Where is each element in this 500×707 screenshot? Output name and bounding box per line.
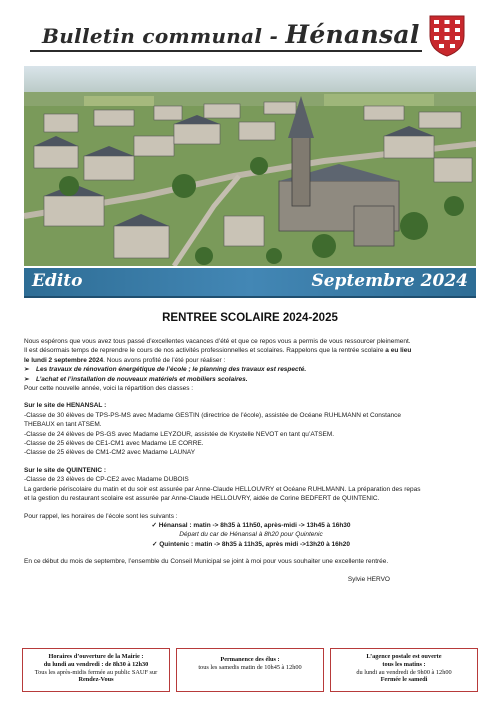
site-henansal-line: -Classe de 25 élèves de CM1-CM2 avec Madame LAUNAY <box>24 449 196 457</box>
bulletin-title-prefix: Bulletin communal - <box>42 24 286 48</box>
site-henansal-line: -Classe de 25 élèves de CE1-CM1 avec Madame LE CORRE. <box>24 440 204 448</box>
mairie-hours-heading: Horaires d’ouverture de la Mairie : <box>48 653 144 660</box>
intro-line-1: Nous espérons que vous avez tous passé d’excellentes vacances d’été et que ce repos vous a permis de vous ressourcer pleinement. <box>24 338 411 345</box>
coat-of-arms-icon <box>428 14 466 58</box>
mairie-hours-appointment: Rendez-Vous <box>78 676 114 684</box>
mairie-hours-afternoons: Tous les après-midis fermée au public SAUF sur <box>34 668 158 676</box>
site-henansal-line: THEBAUX en tant ATSEM. <box>24 421 102 429</box>
intro-line-3 <box>24 356 478 365</box>
schedule-henansal: ✓ Hénansal : matin -> 8h35 à 11h50, après-midi -> 13h45 à 16h30 <box>151 521 351 529</box>
schedule-intro: Pour rappel, les horaires de l’école sont les suivants : <box>24 512 178 520</box>
site-henansal-title: Sur le site de HENANSAL : <box>24 402 107 410</box>
footer-info <box>22 648 478 692</box>
post-office-mornings: tous les matins : <box>382 660 426 668</box>
intro-line-2-bold: a eu lieu <box>385 347 412 355</box>
post-office-hours: du lundi au vendredi de 9h00 à 12h00 <box>356 668 452 676</box>
elected-officials-box <box>176 648 324 692</box>
article-body <box>24 337 478 584</box>
bulletin-title <box>42 20 420 49</box>
page-header <box>30 12 470 58</box>
elected-officials-heading: Permanence des élus : <box>220 656 280 663</box>
site-quintenic-line: -Classe de 23 élèves de CP-CE2 avec Madame DUBOIS <box>24 476 189 484</box>
header-rule <box>30 50 422 52</box>
site-henansal-line: -Classe de 24 élèves de PS-GS avec Madame LEYZOUR, assistée de Krystelle NEVOT en tant qu’ATSEM. <box>24 430 335 438</box>
aerial-village-photo <box>24 66 476 266</box>
works-bullet-1: ➢ Les travaux de rénovation énergétique de l’école ; le planning des travaux est respecté. <box>24 365 478 374</box>
bulletin-title-town: Hénansal <box>285 20 420 49</box>
mairie-hours-weekdays: du lundi au vendredi : de 8h30 à 12h30 <box>43 660 149 668</box>
site-quintenic-title: Sur le site de QUINTENIC : <box>24 466 106 474</box>
intro-line-2 <box>24 346 478 355</box>
intro-date: le lundi 2 septembre 2024 <box>24 356 104 364</box>
edito-banner <box>24 268 476 298</box>
classes-intro: Pour cette nouvelle année, voici la répartition des classes : <box>24 385 194 393</box>
banner-edito-label: Edito <box>32 271 83 291</box>
banner-date-label: Septembre 2024 <box>311 271 468 291</box>
site-quintenic-line: et la gestion du restaurant scolaire est assurée par Anne-Claude HELLOUVRY, aidée de Corine BEDFERT de QUINTENIC. <box>24 495 380 503</box>
post-office-saturday: Fermée le samedi <box>380 676 428 684</box>
works-bullet-2: ➢ L’achat et l’installation de nouveaux matériels et mobiliers scolaires. <box>24 375 478 384</box>
post-office-heading: L’agence postale est ouverte <box>366 653 442 660</box>
article-title: RENTREE SCOLAIRE 2024-2025 <box>162 312 338 324</box>
post-office-box <box>330 648 478 692</box>
intro-line-3-text: . Nous avons profité de l’été pour réaliser : <box>103 356 226 364</box>
signature: Sylvie HERVO <box>347 575 390 583</box>
site-henansal-line: -Classe de 30 élèves de TPS-PS-MS avec Madame GESTIN (directrice de l’école), assistée de Océane RUHLMANN et Constance <box>24 411 402 419</box>
schedule-bus-note: Départ du car de Hénansal à 8h20 pour Quintenic <box>179 531 323 539</box>
closing-line: En ce début du mois de septembre, l’ensemble du Conseil Municipal se joint à moi pour vous souhaiter une excellente rentrée. <box>24 558 389 566</box>
intro-line-2-text: Il est désormais temps de reprendre le cours de nos activités professionnelles et scolaires. Rappelons que la rentrée scolaire <box>24 347 386 355</box>
site-quintenic-line: La garderie périscolaire du matin et du soir est assurée par Anne-Claude HELLOUVRY et Océane RUHLMANN. La préparation des repas <box>24 485 421 493</box>
schedule-quintenic: ✓ Quintenic : matin -> 8h35 à 11h35, après midi ->13h20 à 16h20 <box>151 540 350 548</box>
elected-officials-hours: tous les samedis matin de 10h45 à 12h00 <box>198 663 302 671</box>
mairie-hours-box <box>22 648 170 692</box>
